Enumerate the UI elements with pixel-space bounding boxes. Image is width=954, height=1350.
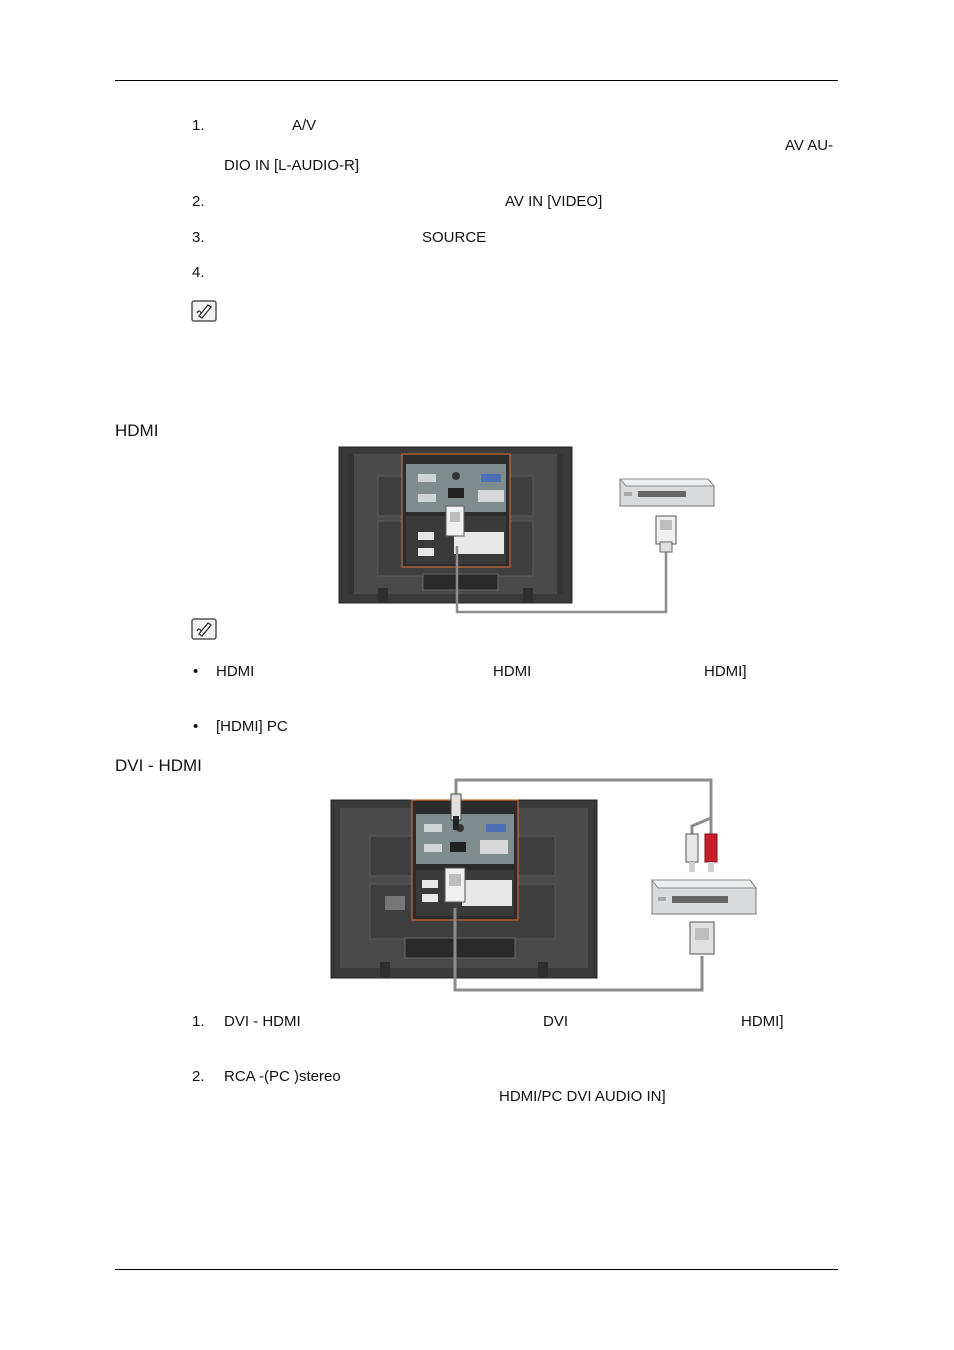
source-device [652,880,756,914]
bullet-marker: • [193,718,199,735]
dvi-step-1-text-hdmi: HDMI] [741,1013,784,1030]
dvi-step-2-number: 2. [192,1068,205,1085]
dvi-hdmi-connection-diagram [330,776,760,996]
note-icon [191,618,217,640]
step-1-text-audio-in: DIO IN [L-AUDIO-R] [224,157,360,174]
step-2-number: 2. [192,193,205,210]
top-rule [115,80,838,81]
bullet-1-text-hdmi-3: HDMI] [704,663,747,680]
dvi-step-2-text-audio-in: HDMI/PC DVI AUDIO IN] [499,1088,666,1105]
step-1-text-av-audio: AV AU- [785,137,834,154]
heading-hdmi: HDMI [115,421,159,440]
bullet-1-text-hdmi-2: HDMI [493,663,532,680]
bullet-marker: • [193,663,199,680]
step-3-text-source: SOURCE [422,229,487,246]
step-2-text-video: AV IN [VIDEO] [505,193,603,210]
step-4-number: 4. [192,264,205,281]
note-icon [191,300,217,322]
dvi-step-1-text-dvi: DVI [543,1013,569,1030]
source-device [620,479,714,506]
step-3-number: 3. [192,229,205,246]
bullet-2-text-hdmi-pc: [HDMI] PC [216,718,288,735]
dvi-step-2-text-rca: RCA -(PC )stereo [224,1068,341,1085]
dvi-step-1-text-dvi-hdmi: DVI - HDMI [224,1013,301,1030]
bullet-1-text-hdmi: HDMI [216,663,255,680]
dvi-step-1-number: 1. [192,1013,205,1030]
step-1-text-av: A/V [292,117,317,134]
hdmi-connection-diagram [338,446,718,616]
step-1-number: 1. [192,117,205,134]
bottom-rule [115,1269,838,1270]
heading-dvi-hdmi: DVI - HDMI [115,756,202,775]
